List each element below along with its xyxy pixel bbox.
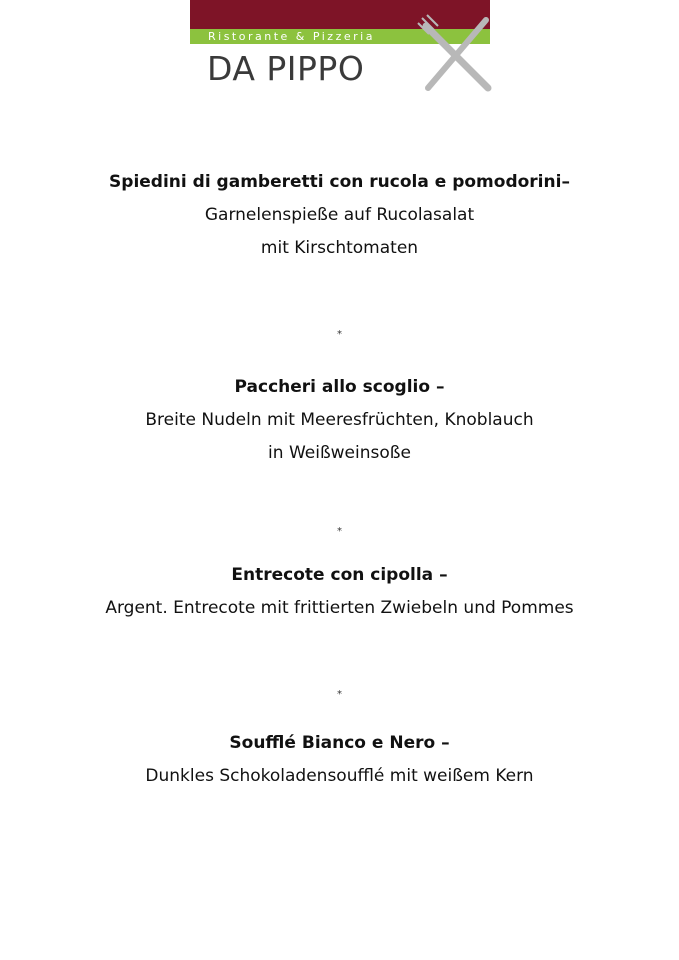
course-separator: * <box>337 689 342 700</box>
course-description-line: mit Kirschtomaten <box>260 238 419 258</box>
menu-course-4 <box>0 732 679 793</box>
menu-course-2 <box>0 376 679 470</box>
menu-course-1 <box>0 171 679 265</box>
logo-name: DA PIPPO <box>207 49 365 88</box>
course-separator: * <box>337 329 342 340</box>
course-separator: * <box>337 526 342 537</box>
logo-tagline: Ristorante & Pizzeria <box>208 30 375 43</box>
course-title: Spiedini di gamberetti con rucola e pomodorini– <box>109 172 570 192</box>
course-description-line: in Weißweinsoße <box>268 443 411 463</box>
course-description-line: Breite Nudeln mit Meeresfrüchten, Knoblauch <box>145 410 534 430</box>
menu-course-3 <box>0 564 679 625</box>
course-title: Entrecote con cipolla – <box>231 565 448 585</box>
course-title: Soufflé Bianco e Nero – <box>229 733 450 753</box>
course-description-line: Argent. Entrecote mit frittierten Zwiebeln und Pommes <box>105 598 574 618</box>
course-description-line: Garnelenspieße auf Rucolasalat <box>204 205 475 225</box>
course-description-line: Dunkles Schokoladensoufflé mit weißem Kern <box>145 766 534 786</box>
course-title: Paccheri allo scoglio – <box>234 377 445 397</box>
restaurant-logo <box>190 0 490 96</box>
fork-knife-icon <box>416 14 496 96</box>
